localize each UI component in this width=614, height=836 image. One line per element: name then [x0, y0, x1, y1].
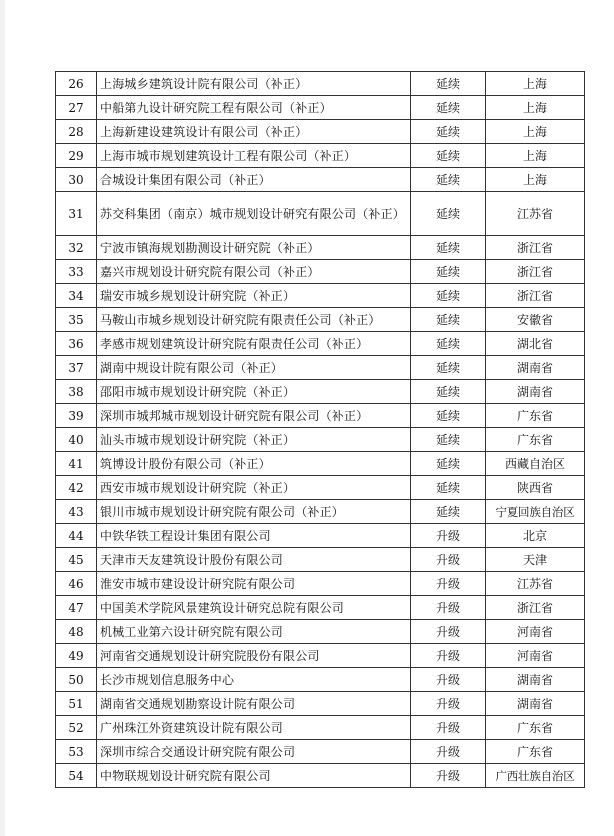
table-row — [56, 332, 585, 356]
table-row — [56, 572, 585, 596]
row-number: 27 — [56, 96, 97, 120]
province: 湖南省 — [486, 356, 585, 380]
row-number: 32 — [56, 236, 97, 260]
province: 湖南省 — [486, 380, 585, 404]
company-name: 湖南中规设计院有限公司（补正） — [97, 356, 411, 380]
table-row — [56, 260, 585, 284]
row-number: 31 — [56, 192, 97, 236]
row-number: 52 — [56, 716, 97, 740]
row-number: 54 — [56, 764, 97, 788]
table-row — [56, 168, 585, 192]
row-number: 30 — [56, 168, 97, 192]
province: 江苏省 — [486, 572, 585, 596]
company-name: 湖南省交通规划勘察设计院有限公司 — [97, 692, 411, 716]
application-type: 延续 — [411, 96, 486, 120]
company-name: 淮安市城市建设设计研究院有限公司 — [97, 572, 411, 596]
application-type: 延续 — [411, 120, 486, 144]
province: 湖南省 — [486, 692, 585, 716]
row-number: 43 — [56, 500, 97, 524]
table-row — [56, 668, 585, 692]
row-number: 29 — [56, 144, 97, 168]
application-type: 升级 — [411, 692, 486, 716]
province: 上海 — [486, 72, 585, 96]
table-row — [56, 308, 585, 332]
company-name: 天津市天友建筑设计股份有限公司 — [97, 548, 411, 572]
company-name: 深圳市综合交通设计研究院有限公司 — [97, 740, 411, 764]
application-type: 升级 — [411, 740, 486, 764]
province: 北京 — [486, 524, 585, 548]
application-type: 升级 — [411, 524, 486, 548]
application-type: 延续 — [411, 500, 486, 524]
row-number: 37 — [56, 356, 97, 380]
table-row — [56, 452, 585, 476]
province: 上海 — [486, 96, 585, 120]
row-number: 28 — [56, 120, 97, 144]
table-row — [56, 596, 585, 620]
table-row — [56, 428, 585, 452]
company-name: 苏交科集团（南京）城市规划设计研究有限公司（补正） — [97, 192, 411, 236]
province: 河南省 — [486, 644, 585, 668]
row-number: 36 — [56, 332, 97, 356]
row-number: 33 — [56, 260, 97, 284]
application-type: 升级 — [411, 668, 486, 692]
company-name: 合城设计集团有限公司（补正） — [97, 168, 411, 192]
company-name: 马鞍山市城乡规划设计研究院有限责任公司（补正） — [97, 308, 411, 332]
application-type: 延续 — [411, 192, 486, 236]
company-name: 嘉兴市规划设计研究院有限公司（补正） — [97, 260, 411, 284]
application-type: 升级 — [411, 572, 486, 596]
province: 上海 — [486, 120, 585, 144]
province: 浙江省 — [486, 236, 585, 260]
row-number: 48 — [56, 620, 97, 644]
company-name: 中国美术学院风景建筑设计研究总院有限公司 — [97, 596, 411, 620]
row-number: 26 — [56, 72, 97, 96]
row-number: 51 — [56, 692, 97, 716]
row-number: 44 — [56, 524, 97, 548]
application-type: 升级 — [411, 596, 486, 620]
application-type: 延续 — [411, 144, 486, 168]
province: 上海 — [486, 144, 585, 168]
table-row — [56, 476, 585, 500]
application-type: 延续 — [411, 260, 486, 284]
table-row — [56, 692, 585, 716]
row-number: 49 — [56, 644, 97, 668]
row-number: 42 — [56, 476, 97, 500]
province: 江苏省 — [486, 192, 585, 236]
province: 河南省 — [486, 620, 585, 644]
company-name: 中铁华铁工程设计集团有限公司 — [97, 524, 411, 548]
row-number: 39 — [56, 404, 97, 428]
application-type: 延续 — [411, 332, 486, 356]
table-row — [56, 192, 585, 236]
row-number: 41 — [56, 452, 97, 476]
table-row — [56, 620, 585, 644]
company-name: 瑞安市城乡规划设计研究院（补正） — [97, 284, 411, 308]
table-row — [56, 96, 585, 120]
province: 广东省 — [486, 740, 585, 764]
province: 陕西省 — [486, 476, 585, 500]
application-type: 延续 — [411, 168, 486, 192]
company-name: 邵阳市城市规划设计研究院（补正） — [97, 380, 411, 404]
province: 安徽省 — [486, 308, 585, 332]
application-type: 延续 — [411, 236, 486, 260]
table-row — [56, 72, 585, 96]
table-row — [56, 380, 585, 404]
page-edge — [0, 0, 5, 836]
company-name: 上海城乡建筑设计院有限公司（补正） — [97, 72, 411, 96]
table-row — [56, 284, 585, 308]
table-row — [56, 144, 585, 168]
row-number: 47 — [56, 596, 97, 620]
province: 湖南省 — [486, 668, 585, 692]
company-name: 河南省交通规划设计研究院股份有限公司 — [97, 644, 411, 668]
table-row — [56, 764, 585, 788]
application-type: 延续 — [411, 72, 486, 96]
table-row — [56, 356, 585, 380]
row-number: 38 — [56, 380, 97, 404]
company-name: 宁波市镇海规划勘测设计研究院（补正） — [97, 236, 411, 260]
province: 天津 — [486, 548, 585, 572]
company-name: 广州珠江外资建筑设计院有限公司 — [97, 716, 411, 740]
row-number: 34 — [56, 284, 97, 308]
company-name: 深圳市城邦城市规划设计研究院有限公司（补正） — [97, 404, 411, 428]
row-number: 50 — [56, 668, 97, 692]
row-number: 40 — [56, 428, 97, 452]
row-number: 45 — [56, 548, 97, 572]
row-number: 35 — [56, 308, 97, 332]
company-name: 上海市城市规划建筑设计工程有限公司（补正） — [97, 144, 411, 168]
application-type: 延续 — [411, 308, 486, 332]
province: 西藏自治区 — [486, 452, 585, 476]
application-type: 延续 — [411, 284, 486, 308]
application-type: 延续 — [411, 476, 486, 500]
table-row — [56, 548, 585, 572]
province: 广西壮族自治区 — [486, 764, 585, 788]
table-row — [56, 120, 585, 144]
application-type: 延续 — [411, 380, 486, 404]
table-row — [56, 716, 585, 740]
application-type: 升级 — [411, 620, 486, 644]
province: 广东省 — [486, 428, 585, 452]
company-name: 机械工业第六设计研究院有限公司 — [97, 620, 411, 644]
company-table-body — [56, 72, 585, 788]
province: 浙江省 — [486, 596, 585, 620]
row-number: 53 — [56, 740, 97, 764]
company-name: 上海新建设建筑设计有限公司（补正） — [97, 120, 411, 144]
row-number: 46 — [56, 572, 97, 596]
province: 广东省 — [486, 716, 585, 740]
table-row — [56, 236, 585, 260]
company-name: 孝感市规划建筑设计研究院有限责任公司（补正） — [97, 332, 411, 356]
application-type: 延续 — [411, 356, 486, 380]
province: 浙江省 — [486, 284, 585, 308]
company-name: 长沙市规划信息服务中心 — [97, 668, 411, 692]
application-type: 升级 — [411, 548, 486, 572]
province: 广东省 — [486, 404, 585, 428]
application-type: 升级 — [411, 764, 486, 788]
province: 宁夏回族自治区 — [486, 500, 585, 524]
application-type: 延续 — [411, 404, 486, 428]
province: 浙江省 — [486, 260, 585, 284]
company-name: 汕头市城市规划设计研究院（补正） — [97, 428, 411, 452]
province: 上海 — [486, 168, 585, 192]
company-table — [55, 71, 585, 788]
application-type: 升级 — [411, 716, 486, 740]
table-row — [56, 500, 585, 524]
company-name: 中物联规划设计研究院有限公司 — [97, 764, 411, 788]
company-name: 筑博设计股份有限公司（补正） — [97, 452, 411, 476]
table-row — [56, 740, 585, 764]
table-row — [56, 644, 585, 668]
table-row — [56, 404, 585, 428]
company-name: 中船第九设计研究院工程有限公司（补正） — [97, 96, 411, 120]
province: 湖北省 — [486, 332, 585, 356]
application-type: 延续 — [411, 452, 486, 476]
table-row — [56, 524, 585, 548]
company-name: 西安市城市规划设计研究院（补正） — [97, 476, 411, 500]
application-type: 升级 — [411, 644, 486, 668]
application-type: 延续 — [411, 428, 486, 452]
company-name: 银川市城市规划设计研究院有限公司（补正） — [97, 500, 411, 524]
